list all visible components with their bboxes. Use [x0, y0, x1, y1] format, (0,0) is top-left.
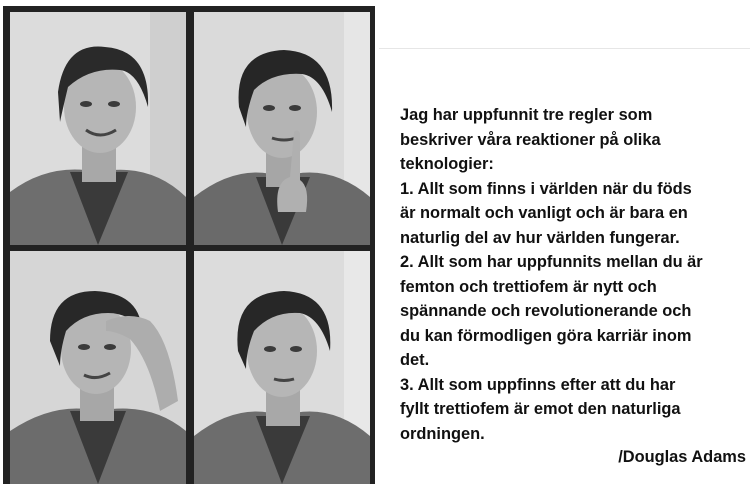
portrait-photo-3	[10, 251, 186, 484]
quote-line: 1. Allt som finns i världen när du föds	[400, 179, 692, 198]
quote-line: Jag har uppfunnit tre regler som	[400, 106, 653, 124]
quote-line: fyllt trettiofem är emot den naturliga	[400, 400, 681, 418]
quote-line: är normalt och vanligt och är bara en	[400, 204, 688, 222]
portrait-photo-1	[10, 12, 186, 245]
quote-line: du kan förmodligen göra karriär inom	[400, 326, 692, 345]
portrait-photo-4	[194, 251, 370, 484]
quote-text	[400, 103, 750, 446]
quote-line: ordningen.	[400, 424, 485, 443]
quote-line: spännande och revolutionerande och	[400, 302, 692, 320]
quote-author: /Douglas Adams	[618, 448, 746, 466]
quote-line: teknologier:	[400, 155, 494, 173]
quote-line: femton och trettiofem är nytt och	[400, 277, 657, 296]
divider-line	[379, 48, 750, 49]
quote-line: naturlig del av hur världen fungerar.	[400, 228, 680, 247]
quote-line: 3. Allt som uppfinns efter att du har	[400, 375, 676, 394]
quote-line: beskriver våra reaktioner på olika	[400, 130, 661, 149]
quote-line: det.	[400, 351, 430, 369]
quote-line: 2. Allt som har uppfunnits mellan du är	[400, 253, 703, 271]
portrait-photo-2	[194, 12, 370, 245]
photo-booth-strip	[3, 6, 375, 484]
